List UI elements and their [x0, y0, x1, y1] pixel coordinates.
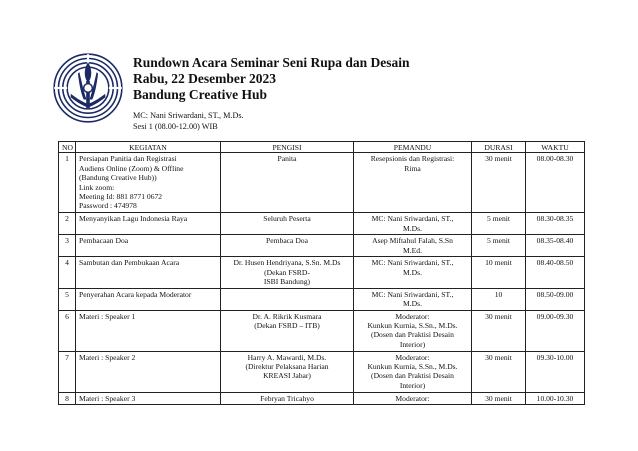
- event-date: Rabu, 22 Desember 2023: [133, 71, 276, 86]
- row-waktu: 09.30-10.00: [526, 351, 585, 392]
- row-kegiatan: [76, 310, 221, 351]
- row-waktu: 08.30-08.35: [526, 213, 585, 235]
- cell-line: Moderator:: [395, 311, 430, 321]
- cell-line: Materi : Speaker 3: [79, 393, 136, 403]
- cell-line: M.Ds.: [403, 267, 422, 277]
- cell-line: Password : 474978: [79, 201, 137, 211]
- cell-line: (Dekan FSRD-: [264, 267, 310, 277]
- university-logo-icon: [52, 52, 124, 124]
- row-waktu: 09.00-09.30: [526, 310, 585, 351]
- table-row: [59, 351, 585, 392]
- table-header-row: [59, 142, 585, 153]
- row-waktu: 08.40-08.50: [526, 257, 585, 288]
- table-row: [59, 392, 585, 404]
- row-waktu: 08.35-08.40: [526, 235, 585, 257]
- row-pengisi: [221, 153, 354, 213]
- row-pengisi: [221, 213, 354, 235]
- cell-line: Link zoom:: [79, 182, 115, 192]
- row-pemandu: [354, 235, 472, 257]
- row-pemandu: [354, 351, 472, 392]
- cell-line: Persiapan Panitia dan Registrasi: [79, 154, 177, 164]
- cell-line: Pembaca Doa: [266, 236, 308, 246]
- cell-line: Moderator:: [395, 352, 430, 362]
- cell-line: MC: Nani Sriwardani, ST.,: [371, 289, 454, 299]
- row-pemandu: [354, 310, 472, 351]
- cell-line: Interior): [399, 380, 426, 390]
- row-kegiatan: [76, 288, 221, 310]
- cell-line: M.Ds.: [403, 223, 422, 233]
- table-row: [59, 153, 585, 213]
- row-durasi: 10: [472, 288, 526, 310]
- row-pengisi: [221, 288, 354, 310]
- table-row: [59, 213, 585, 235]
- row-no: 5: [59, 288, 76, 310]
- row-waktu: 08.50-09.00: [526, 288, 585, 310]
- row-kegiatan: [76, 257, 221, 288]
- row-pengisi: [221, 392, 354, 404]
- event-venue: Bandung Creative Hub: [133, 87, 268, 102]
- table-row: [59, 235, 585, 257]
- row-durasi: 5 menit: [472, 213, 526, 235]
- cell-line: (Dosen dan Praktisi Desain: [371, 330, 454, 340]
- cell-line: (Direktur Pelaksana Harian: [245, 362, 329, 372]
- session-info: [133, 111, 244, 132]
- cell-line: MC: Nani Sriwardani, ST.,: [371, 258, 454, 268]
- cell-line: Pembacaan Doa: [79, 236, 129, 246]
- row-durasi: 10 menit: [472, 257, 526, 288]
- document-title: Rundown Acara Seminar Seni Rupa dan Desain: [133, 55, 410, 70]
- row-durasi: 30 menit: [472, 351, 526, 392]
- row-no: 4: [59, 257, 76, 288]
- cell-line: (Dosen dan Praktisi Desain: [371, 371, 454, 381]
- row-waktu: 10.00-10.30: [526, 392, 585, 404]
- cell-line: M.Ed.: [403, 245, 422, 255]
- cell-line: Asep Miftahul Falah, S.Sn: [372, 236, 453, 246]
- cell-line: Resepsionis dan Registrasi:: [370, 154, 455, 164]
- cell-line: Rima: [404, 163, 421, 173]
- row-durasi: 30 menit: [472, 392, 526, 404]
- table-row: [59, 257, 585, 288]
- row-pemandu: [354, 213, 472, 235]
- cell-line: Moderator:: [395, 393, 430, 403]
- cell-line: Audiens Online (Zoom) & Offline: [79, 163, 184, 173]
- row-kegiatan: [76, 392, 221, 404]
- cell-line: (Bandung Creative Hub)): [79, 173, 157, 183]
- col-header-no: NO: [59, 142, 76, 153]
- cell-line: Interior): [399, 339, 426, 349]
- row-pemandu: [354, 153, 472, 213]
- row-pengisi: [221, 310, 354, 351]
- cell-line: Dr. A. Rikrik Kusmara: [252, 311, 322, 321]
- row-pemandu: [354, 392, 472, 404]
- session-time: Sesi 1 (08.00-12.00) WIB: [133, 121, 218, 131]
- cell-line: M.Ds.: [403, 299, 422, 309]
- cell-line: Materi : Speaker 2: [79, 352, 136, 362]
- cell-line: Menyanyikan Lagu Indonesia Raya: [79, 214, 188, 224]
- row-kegiatan: [76, 351, 221, 392]
- row-no: 6: [59, 310, 76, 351]
- cell-line: Febryan Tricahyo: [260, 393, 314, 403]
- cell-line: MC: Nani Sriwardani, ST.,: [371, 214, 454, 224]
- col-header-durasi: DURASI: [472, 142, 526, 153]
- cell-line: Kunkun Kurnia, S.Sn., M.Ds.: [367, 362, 458, 372]
- row-no: 1: [59, 153, 76, 213]
- row-pemandu: [354, 257, 472, 288]
- row-no: 7: [59, 351, 76, 392]
- row-durasi: 30 menit: [472, 153, 526, 213]
- cell-line: Materi : Speaker 1: [79, 311, 136, 321]
- row-no: 2: [59, 213, 76, 235]
- cell-line: Dr. Husen Hendriyana, S.Sn. M.Ds: [233, 258, 341, 268]
- cell-line: KREASI Jabar): [263, 371, 311, 381]
- row-kegiatan: [76, 213, 221, 235]
- mc-name: MC: Nani Sriwardani, ST., M.Ds.: [133, 111, 244, 120]
- col-header-pengisi: PENGISI: [221, 142, 354, 153]
- row-no: 3: [59, 235, 76, 257]
- cell-line: Panita: [277, 154, 297, 164]
- row-kegiatan: [76, 153, 221, 213]
- col-header-pemandu: PEMANDU: [354, 142, 472, 153]
- table-row: [59, 310, 585, 351]
- row-durasi: 30 menit: [472, 310, 526, 351]
- rundown-table: [58, 141, 585, 405]
- row-durasi: 5 menit: [472, 235, 526, 257]
- row-pengisi: [221, 351, 354, 392]
- cell-line: (Dekan FSRD – ITB): [254, 321, 320, 331]
- cell-line: Penyerahan Acara kepada Moderator: [79, 289, 192, 299]
- cell-line: Harry A. Mawardi, M.Ds.: [247, 352, 327, 362]
- row-waktu: 08.00-08.30: [526, 153, 585, 213]
- col-header-kegiatan: KEGIATAN: [76, 142, 221, 153]
- row-no: 8: [59, 392, 76, 404]
- document-header: [133, 55, 410, 103]
- row-pengisi: [221, 235, 354, 257]
- cell-line: Kunkun Kurnia, S.Sn., M.Ds.: [367, 321, 458, 331]
- cell-line: Sambutan dan Pembukaan Acara: [79, 258, 180, 268]
- cell-line: Meeting Id: 881 8771 0672: [79, 192, 163, 202]
- row-kegiatan: [76, 235, 221, 257]
- table-row: [59, 288, 585, 310]
- cell-line: ISBI Bandung): [263, 277, 311, 287]
- row-pengisi: [221, 257, 354, 288]
- col-header-waktu: WAKTU: [526, 142, 585, 153]
- row-pemandu: [354, 288, 472, 310]
- cell-line: Seluruh Peserta: [263, 214, 311, 224]
